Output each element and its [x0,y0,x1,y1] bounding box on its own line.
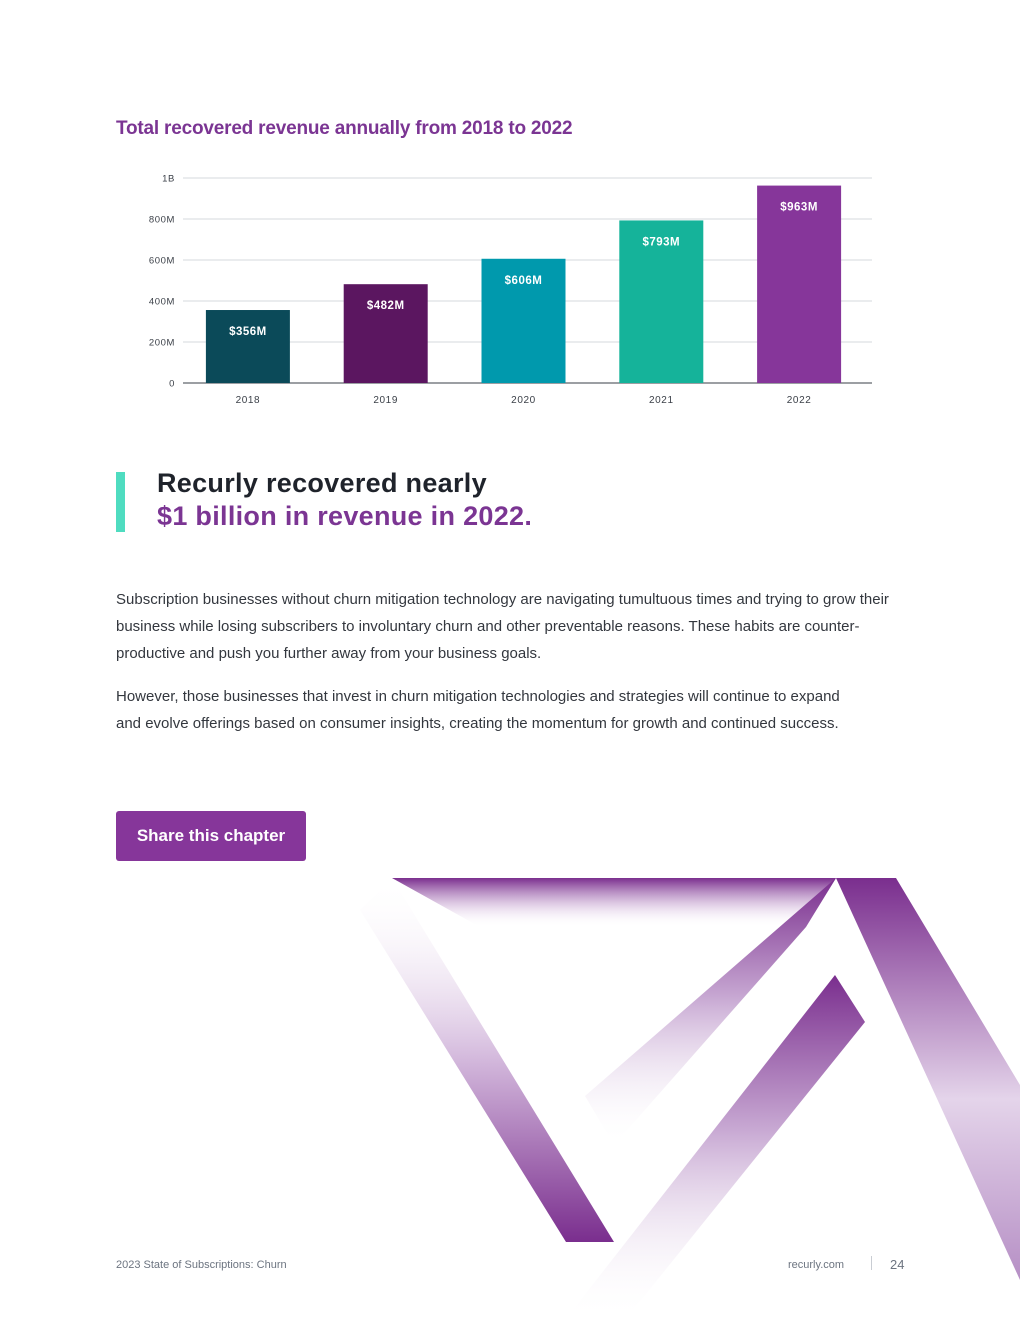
x-tick-label: 2020 [511,395,536,406]
x-tick-label: 2019 [373,395,399,406]
revenue-bar-chart [0,0,1020,420]
footer-divider [871,1256,872,1270]
footer-site-link[interactable]: recurly.com [788,1259,845,1271]
y-tick-label: 0 [169,378,175,390]
callout-highlight: $1 billion in revenue in 2022. [157,501,533,531]
data-label: $606M [504,274,543,287]
y-tick-label: 200M [148,337,175,349]
recurly-logo-graphic-icon [340,870,1020,1320]
y-tick-label: 1B [162,173,175,185]
y-tick-label: 800M [148,214,175,226]
data-label: $482M [366,300,405,313]
body-paragraph-2: However, those businesses that invest in churn mitigation technologies and strategies will continue to expand and evolve offerings based on consumer insights, creating the momentum for growth and continued success. [116,688,840,732]
data-label: $356M [229,326,267,339]
y-tick-label: 600M [148,255,175,267]
bar [757,186,841,383]
footer-publication: 2023 State of Subscriptions: Churn [116,1259,287,1271]
share-chapter-button[interactable]: Share this chapter [116,811,306,861]
x-tick-label: 2018 [235,395,261,406]
bar [344,284,428,383]
x-tick-label: 2022 [786,395,812,406]
callout-accent-bar [116,472,125,532]
body-paragraph-1: Subscription businesses without churn mitigation technology are navigating tumultuous times and trying to grow their business while losing subscribers to involuntary churn and other preventable reasons. These habits are counter-productive and push you further away from your business goals. [116,591,889,662]
data-label: $963M [780,201,818,214]
page-number: 24 [890,1257,905,1272]
bar [206,310,290,383]
x-tick-label: 2021 [648,395,674,406]
callout-headline: Recurly recovered nearly [157,468,487,498]
chart-title: Total recovered revenue annually from 2018 to 2022 [116,118,573,139]
data-label: $793M [642,236,681,249]
y-tick-label: 400M [148,296,175,308]
